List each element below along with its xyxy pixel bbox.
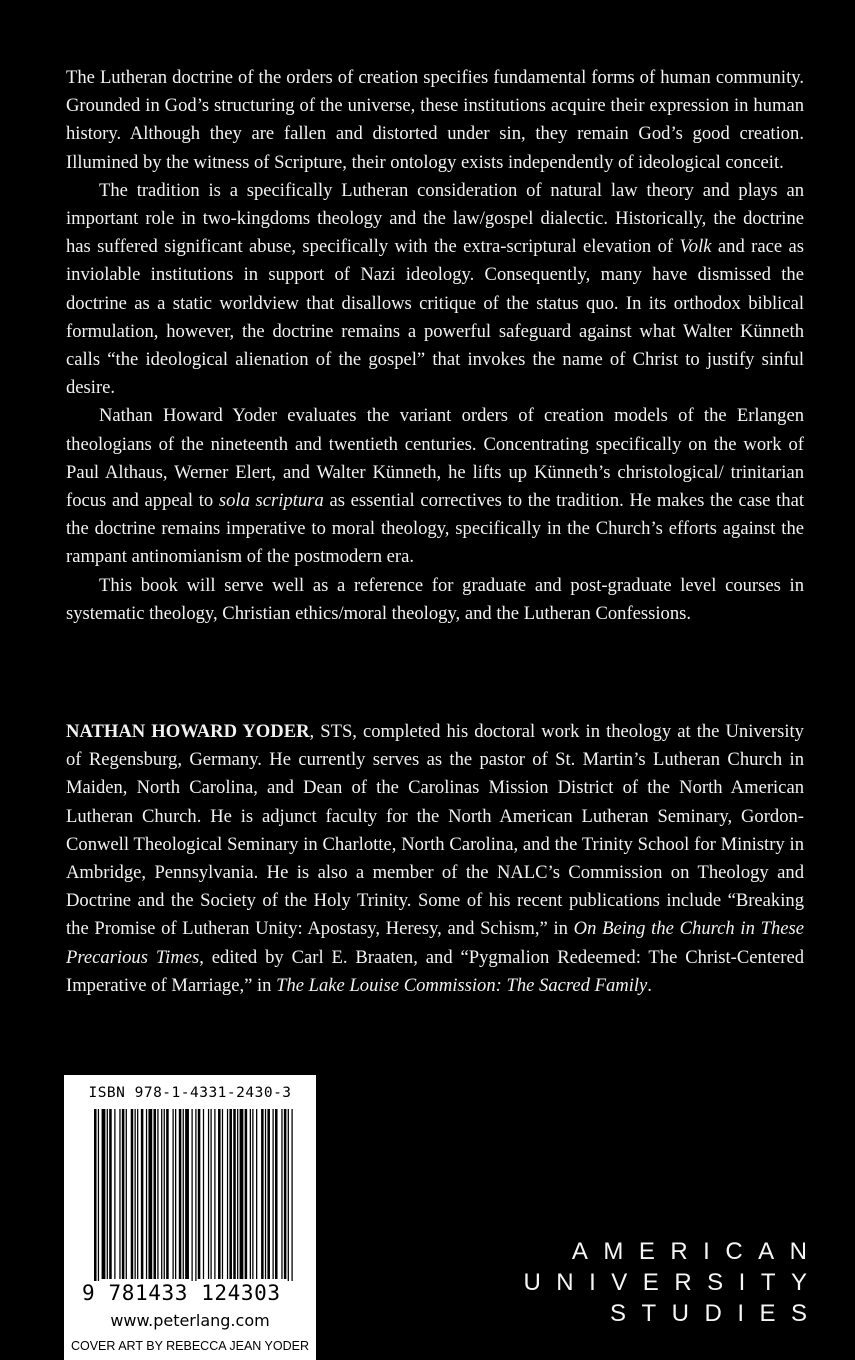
blurb-paragraph-4: This book will serve well as a reference for graduate and post-graduate level courses in systematic theology, Christian ethics/moral theology, and the Lutheran Confessions. bbox=[66, 574, 804, 624]
barcode-bar bbox=[137, 1109, 138, 1279]
series-title bbox=[523, 1236, 823, 1329]
blurb-p3-italic: sola scriptura bbox=[218, 490, 324, 512]
barcode-panel bbox=[64, 1075, 316, 1360]
back-cover-blurb bbox=[66, 64, 804, 628]
bio-title-2: The Lake Louise Commission: The Sacred Family bbox=[276, 974, 648, 996]
barcode-bar bbox=[179, 1109, 182, 1279]
barcode-bar bbox=[229, 1109, 232, 1279]
blurb-p3-text-a: Nathan Howard Yoder evaluates the variant orders of creation models of the Erlangen theologians of the nineteenth and twentieth centuries. Concentrating specifically on the work of Paul Althaus, Werner Elert, and Walter Künneth, he lifts up Künneth’s christological/ trinitarian focus and appeal to bbox=[66, 405, 804, 512]
bio-text-c: . bbox=[647, 974, 652, 996]
barcode-bar bbox=[222, 1109, 223, 1279]
barcode-bar bbox=[281, 1109, 282, 1279]
blurb-p2-text-b: and race as inviolable institutions in support of Nazi ideology. Consequently, many have dismissed the doctrine as a static worldview that disallows critique of the status quo. In its orthodox biblical formulation, however, the doctrine remains a powerful safeguard against what Walter Künneth calls “the ideological alienation of the gospel” that invokes the name of Christ to justify sinful desire. bbox=[66, 236, 804, 399]
blurb-p2-text-a: The tradition is a specifically Lutheran consideration of natural law theory and plays an important role in two-kingdoms theology and the law/gospel dialectic. Historically, the doctrine has suffered significant abuse, specifically with the extra-scriptural elevation of bbox=[66, 179, 804, 258]
barcode-bar bbox=[261, 1109, 264, 1279]
barcode-bar bbox=[288, 1109, 289, 1295]
barcode-bar bbox=[109, 1109, 112, 1279]
barcode-bar bbox=[250, 1109, 251, 1279]
author-bio-paragraph bbox=[66, 718, 804, 1000]
barcode-bar bbox=[94, 1109, 97, 1295]
barcode-bar bbox=[114, 1109, 115, 1279]
barcode-bar bbox=[284, 1109, 287, 1279]
barcode-bar bbox=[98, 1109, 99, 1295]
bio-title-1: On Being the Church in These Precarious Times bbox=[66, 918, 804, 968]
barcode-bar bbox=[210, 1109, 211, 1279]
barcode-bar bbox=[275, 1109, 278, 1279]
barcode-bar bbox=[166, 1109, 169, 1279]
barcode-bar bbox=[146, 1109, 147, 1279]
barcode-icon bbox=[94, 1109, 294, 1295]
series-line-1: AMERICAN bbox=[571, 1238, 823, 1265]
barcode-bar bbox=[141, 1109, 144, 1279]
bio-text-a: , STS, completed his doctoral work in theology at the University of Regensburg, Germany. He currently serves as the pastor of St. Martin’s Lutheran Church in Maiden, North Carolina, and Dean of the Carolinas Mission District of the North American Lutheran Church. He is adjunct faculty for the North American Lutheran Seminary, Gordon-Conwell Theological Seminary in Charlotte, North Carolina, and the Trinity School for Ministry in Ambridge, Pennsylvania. He is also a member of the NALC’s Commission on Theology and Doctrine and the Society of the Holy Trinity. Some of his recent publications include “Breaking the Promise of Lutheran Unity: Apostasy, Heresy, and Schism,” in bbox=[66, 721, 804, 940]
barcode-bar bbox=[208, 1109, 209, 1279]
barcode-bar bbox=[265, 1109, 266, 1279]
barcode-bar bbox=[252, 1109, 253, 1279]
series-line-3: STUDIES bbox=[609, 1300, 823, 1327]
barcode-bar bbox=[126, 1109, 127, 1279]
barcode-bar bbox=[214, 1109, 215, 1279]
barcode-bar bbox=[102, 1109, 106, 1279]
barcode-bar bbox=[135, 1109, 136, 1279]
author-name: NATHAN HOWARD YODER bbox=[66, 721, 310, 742]
barcode-bar bbox=[157, 1109, 158, 1279]
barcode-bar bbox=[203, 1109, 204, 1279]
barcode-bar bbox=[161, 1109, 162, 1279]
blurb-paragraph-2 bbox=[66, 177, 804, 403]
barcode-bar bbox=[237, 1109, 238, 1279]
barcode-bar bbox=[267, 1109, 270, 1279]
barcode-bar bbox=[185, 1109, 189, 1279]
barcode-bar bbox=[153, 1109, 156, 1279]
barcode-bar bbox=[183, 1109, 184, 1279]
barcode-bar bbox=[256, 1109, 257, 1279]
barcode-bar bbox=[218, 1109, 221, 1279]
cover-art-credit: COVER ART BY REBECCA JEAN YODER bbox=[70, 1339, 310, 1353]
barcode-bar bbox=[227, 1109, 228, 1279]
barcode-bar bbox=[198, 1109, 201, 1279]
barcode-bar bbox=[122, 1109, 125, 1279]
barcode-bar bbox=[233, 1109, 236, 1279]
bio-text-b: , edited by Carl E. Braaten, and “Pygmalion Redeemed: The Christ-Centered Imperative of Marriage,” in bbox=[66, 946, 804, 996]
blurb-paragraph-3 bbox=[66, 402, 804, 571]
barcode-bar bbox=[191, 1109, 192, 1295]
blurb-paragraph-1: The Lutheran doctrine of the orders of creation specifies fundamental forms of human community. Grounded in God’s structuring of the universe, these institutions acquire their expression in human history. Although they are fallen and distorted under sin, they remain God’s good creation. Illumined by the witness of Scripture, their ontology exists independently of ideological conceit. bbox=[66, 67, 804, 173]
publisher-website: www.peterlang.com bbox=[110, 1311, 270, 1330]
barcode-bar bbox=[164, 1109, 165, 1279]
barcode-bar bbox=[195, 1109, 196, 1295]
isbn-label: ISBN 978-1-4331-2430-3 bbox=[88, 1085, 292, 1101]
barcode-bar bbox=[119, 1109, 120, 1279]
barcode-bar bbox=[240, 1109, 244, 1279]
author-bio bbox=[66, 718, 804, 1000]
blurb-p2-italic: Volk bbox=[679, 236, 712, 258]
barcode-bar bbox=[148, 1109, 152, 1279]
series-line-2: UNIVERSITY bbox=[523, 1269, 823, 1296]
ean-digits: 9 781433 124303 bbox=[82, 1281, 310, 1305]
barcode-bar bbox=[245, 1109, 248, 1279]
barcode-bar bbox=[131, 1109, 134, 1279]
barcode-bar bbox=[272, 1109, 273, 1279]
barcode-bar bbox=[291, 1109, 292, 1295]
barcode-bar bbox=[172, 1109, 173, 1279]
blurb-p3-text-b: as essential correctives to the tradition. He makes the case that the doctrine remains imperative to moral theology, specifically in the Church’s efforts against the rampant antinomianism of the postmodern era. bbox=[66, 490, 805, 568]
barcode-bar bbox=[175, 1109, 176, 1279]
barcode-bar bbox=[107, 1109, 108, 1279]
